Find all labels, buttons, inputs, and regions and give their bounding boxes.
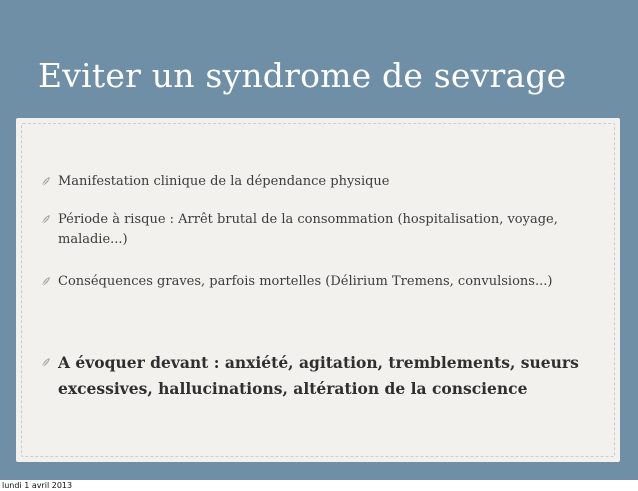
- leaf-bullet-icon: [40, 214, 52, 226]
- leaf-bullet-icon: [40, 176, 52, 188]
- bullet-text: Manifestation clinique de la dépendance physique: [58, 174, 390, 189]
- bullet-text: Conséquences graves, parfois mortelles (Délirium Tremens, convulsions...): [58, 274, 553, 289]
- slide-title: Eviter un syndrome de sevrage: [38, 56, 567, 95]
- bullet-item-emphasis: [36, 350, 596, 402]
- bullet-list: [16, 118, 620, 462]
- leaf-bullet-icon: [40, 276, 52, 288]
- bullet-item: [36, 172, 596, 192]
- bullet-text: Période à risque : Arrêt brutal de la consommation (hospitalisation, voyage, maladie...): [58, 212, 558, 247]
- content-card: [16, 118, 620, 462]
- leaf-bullet-icon: [40, 357, 52, 369]
- title-band: [0, 24, 638, 104]
- footer-date: lundi 1 avril 2013: [2, 481, 73, 490]
- bullet-item: [36, 210, 596, 250]
- bullet-item: [36, 272, 596, 292]
- bullet-text: A évoquer devant : anxiété, agitation, tremblements, sueurs excessives, hallucinations, altération de la conscience: [58, 353, 579, 398]
